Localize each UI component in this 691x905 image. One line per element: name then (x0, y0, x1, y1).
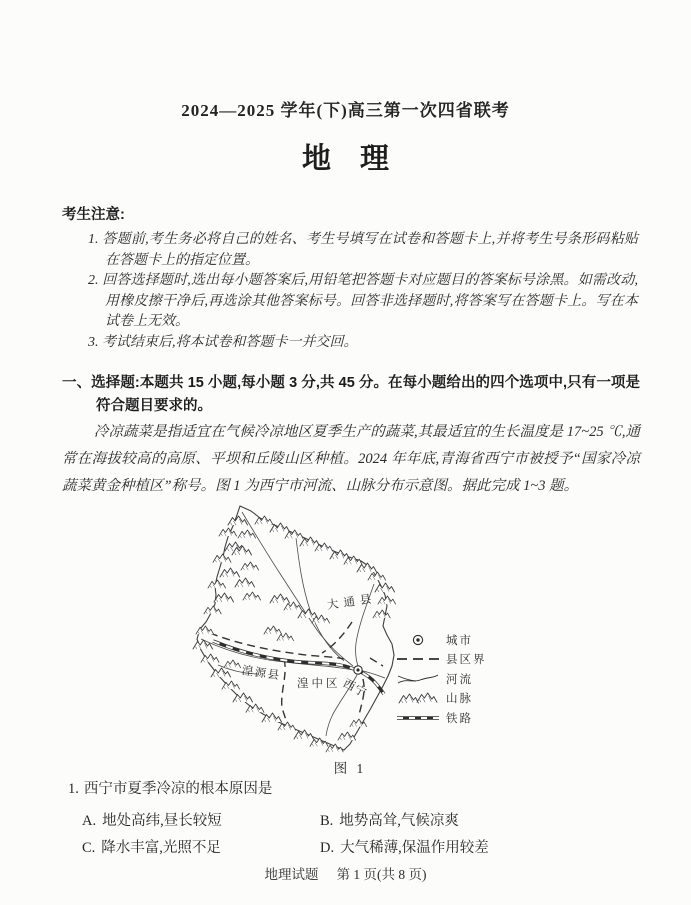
legend-item (396, 630, 518, 650)
question-options (68, 808, 640, 862)
option-d-text: 大气稀薄,保温作用较差 (340, 840, 489, 856)
page-footer (0, 863, 691, 883)
question-stem (68, 779, 640, 799)
figure-1 (180, 498, 520, 783)
legend-label: 河流 (446, 673, 473, 686)
legend-label: 铁路 (446, 712, 473, 725)
city-symbol-icon (396, 633, 440, 647)
option-b-text: 地势高耸,气候凉爽 (339, 813, 459, 829)
map-label-huangzhong: 湟中区 (297, 678, 341, 690)
map-label-huangyuan: 湟源县 (240, 664, 282, 683)
notice-heading: 考生注意: (62, 207, 125, 223)
option-d (320, 835, 640, 862)
railway-icon (396, 714, 440, 722)
legend-item (396, 708, 518, 728)
map-label-xining: 西宁 (340, 677, 369, 700)
map-label-datong: 大通县 (326, 593, 378, 612)
notice-item: 2. 回答选择题时,选出每小题答案后,用铅笔把答题卡对应题目的答案标号涂黑。如需改动,用橡皮擦干净后,再选涂其他答案标号。回答非选择题时,将答案写在答题卡上。写在本试卷上无效。 (88, 273, 638, 329)
legend-item (396, 669, 518, 689)
figure-caption: 图 1 (333, 761, 367, 776)
notice-section (62, 203, 638, 353)
city-marker (354, 666, 362, 674)
option-d-label: D. (320, 840, 335, 856)
notice-item: 1. 答题前,考生务必将自己的姓名、考生号填写在试卷和答题卡上,并将考生号条形码粘贴在答题卡上的指定位置。 (88, 232, 638, 268)
option-b-label: B. (320, 813, 334, 829)
question-number: 1. (68, 781, 79, 797)
option-c (82, 835, 320, 862)
question-1 (68, 779, 640, 862)
option-b (320, 808, 640, 835)
map-legend (396, 630, 518, 728)
legend-item (396, 650, 518, 670)
county-border-icon (396, 656, 440, 662)
section1-heading: 一、选择题:本题共 15 小题,每小题 3 分,共 45 分。在每小题给出的四个选项中,只有一项是符合题目要求的。 (62, 375, 640, 414)
exam-title: 2024—2025 学年(下)高三第一次四省联考 (181, 101, 510, 120)
legend-label: 县区界 (446, 654, 487, 667)
option-a-text: 地处高纬,昼长较短 (102, 813, 222, 829)
mountains-group (193, 516, 396, 752)
footer-doc-label: 地理试题 (264, 867, 319, 882)
map-boundary (197, 506, 394, 750)
question-stem-text: 西宁市夏季冷凉的根本原因是 (83, 781, 273, 797)
legend-item (396, 689, 518, 709)
subject-title: 地 理 (301, 143, 389, 175)
option-c-label: C. (82, 840, 96, 856)
notice-list (88, 230, 638, 353)
legend-label: 山脉 (446, 693, 473, 706)
legend-label: 城市 (446, 634, 473, 647)
notice-item: 3. 考试结束后,将本试卷和答题卡一并交回。 (88, 334, 358, 350)
option-a-label: A. (82, 813, 97, 829)
section1-passage: 冷凉蔬菜是指适宜在气候冷凉地区夏季生产的蔬菜,其最适宜的生长温度是 17~25 ℃,通常在海拔较高的高原、平坝和丘陵山区种植。2024 年年底,青海省西宁市被授予“国家冷凉蔬菜黄金种植区”称号。图 1 为西宁市河流、山脉分布示意图。据此完成 1~3 题。 (62, 424, 640, 494)
river-icon (396, 671, 440, 687)
mountain-icon (396, 691, 440, 706)
option-c-text: 降水丰富,光照不足 (101, 840, 221, 856)
footer-page-number: 第 1 页(共 8 页) (336, 867, 427, 882)
option-a (82, 808, 320, 835)
